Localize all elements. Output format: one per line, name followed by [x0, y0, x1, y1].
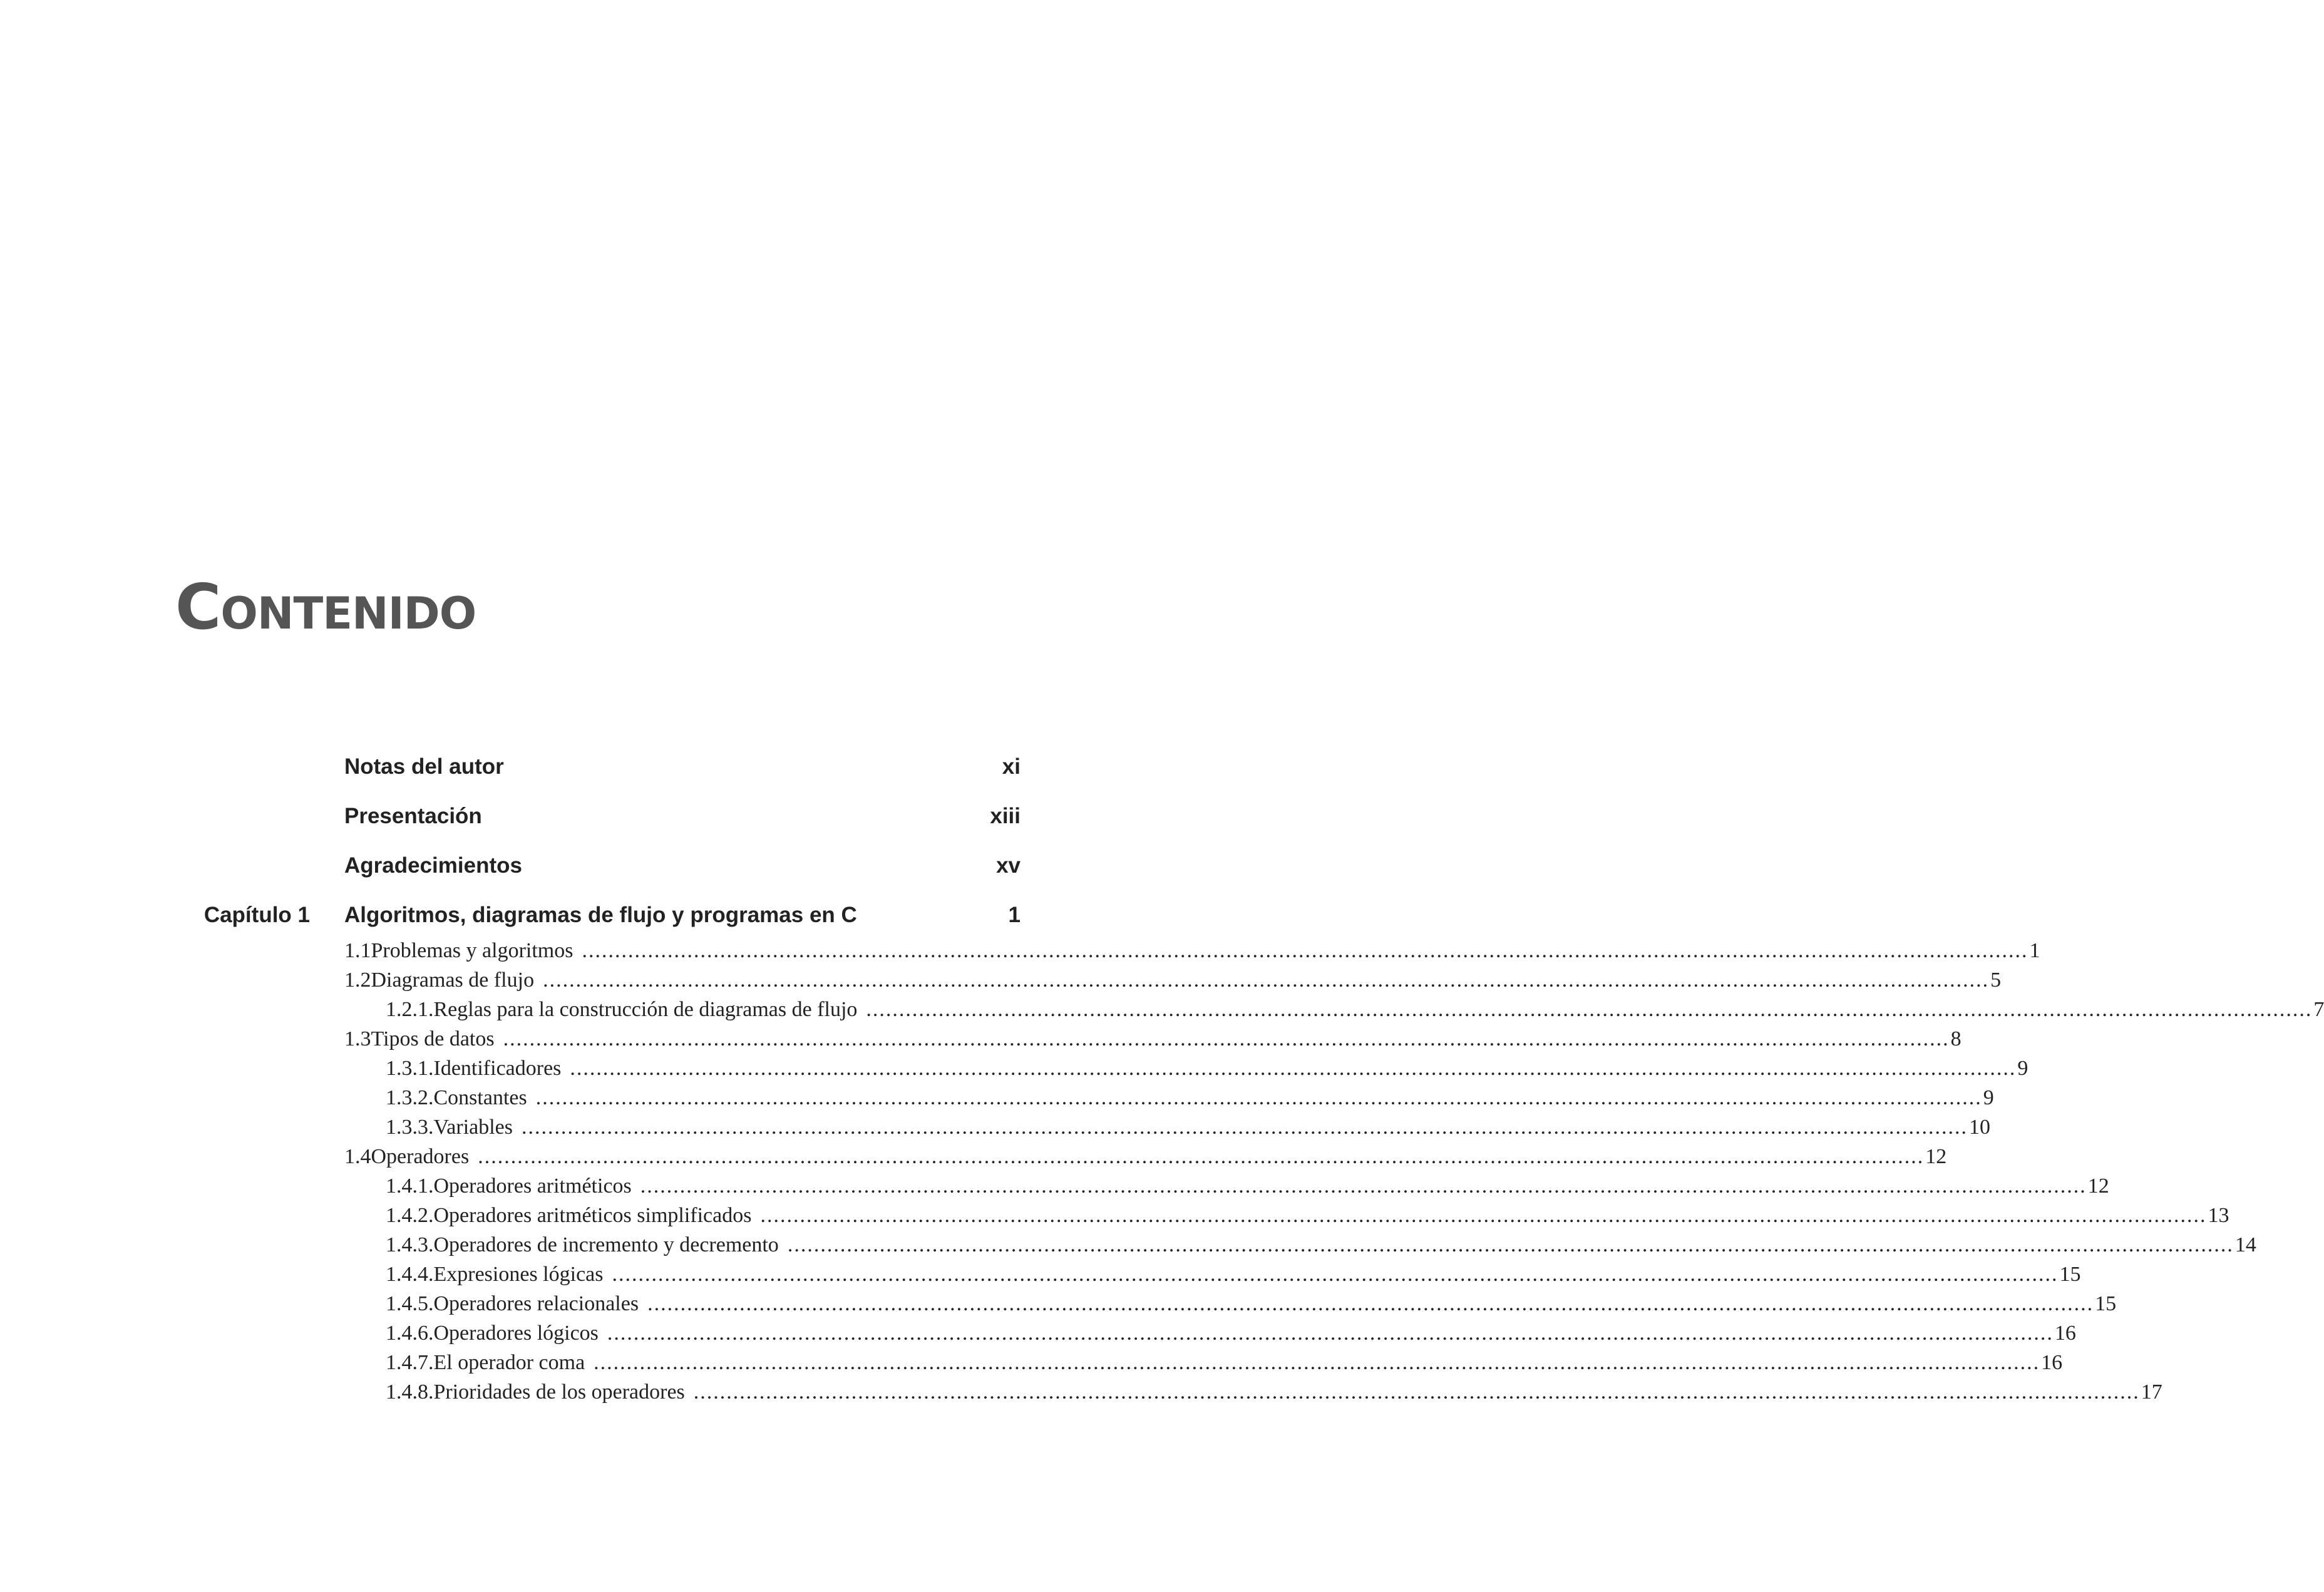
- dot-leader: ............................................................................................................................................................................................................................: [647, 1292, 2094, 1315]
- entry-title: Operadores aritméticos simplificados: [433, 1204, 752, 1227]
- toc-entry-1-4-5[interactable]: [386, 1292, 2117, 1321]
- entry-page: 12: [2087, 1174, 2109, 1198]
- entry-number: 1.3: [344, 1027, 371, 1050]
- toc-entry-1-3[interactable]: [344, 1027, 1962, 1056]
- entry-number: 1.3.2.: [386, 1086, 434, 1109]
- toc-entry-1-2[interactable]: [344, 968, 2002, 997]
- dot-leader: ............................................................................................................................................................................................................................: [543, 968, 1990, 992]
- page-title: Contenido: [175, 570, 476, 644]
- entry-title: Identificadores: [433, 1057, 562, 1080]
- toc-entry-1-3-3[interactable]: [386, 1116, 1991, 1144]
- chapter-title: Algoritmos, diagramas de flujo y programas en C: [344, 903, 857, 927]
- entry-number: 1.4: [344, 1145, 371, 1168]
- entry-title: Problemas y algoritmos: [371, 939, 573, 962]
- dot-leader: ............................................................................................................................................................................................................................: [522, 1116, 1968, 1139]
- toc-entry-1-4-7[interactable]: [386, 1351, 2063, 1380]
- toc-front-presentacion[interactable]: [213, 804, 1021, 839]
- dot-leader: ............................................................................................................................................................................................................................: [570, 1057, 2017, 1080]
- dot-leader: ............................................................................................................................................................................................................................: [535, 1086, 1982, 1109]
- entry-page: 5: [1990, 968, 2002, 992]
- entry-page: 14: [2234, 1233, 2256, 1256]
- entry-page: 17: [2141, 1380, 2162, 1404]
- toc-entry-1-3-2[interactable]: [386, 1086, 1994, 1115]
- entry-title: Operadores relacionales: [433, 1292, 639, 1315]
- dot-leader: ............................................................................................................................................................................................................................: [612, 1263, 2059, 1286]
- entry-title: Expresiones lógicas: [433, 1263, 604, 1286]
- entry-number: 1.2: [344, 968, 371, 992]
- toc-entry-1-4-3[interactable]: [386, 1233, 2256, 1262]
- entry-number: 1.4.4.: [386, 1263, 434, 1286]
- entry-page: 16: [2041, 1351, 2063, 1374]
- entry-title: El operador coma: [433, 1351, 585, 1374]
- toc-entry-1-3-1[interactable]: [386, 1057, 2028, 1086]
- toc-entry-1-4-4[interactable]: [386, 1263, 2081, 1292]
- entry-title: Operadores lógicos: [433, 1322, 599, 1345]
- toc-section-title: Notas del autor: [344, 754, 504, 779]
- dot-leader: ............................................................................................................................................................................................................................: [693, 1380, 2140, 1404]
- entry-page: 16: [2054, 1322, 2076, 1345]
- toc-entry-1-4-6[interactable]: [386, 1322, 2076, 1350]
- entry-number: 1.4.2.: [386, 1204, 434, 1227]
- toc-chapter-1[interactable]: [203, 903, 1021, 938]
- toc-entry-1-4-8[interactable]: [386, 1380, 2162, 1409]
- entry-page: 15: [2095, 1292, 2117, 1315]
- entry-page: 7: [2313, 998, 2324, 1021]
- entry-title: Tipos de datos: [371, 1027, 495, 1050]
- entry-number: 1.4.1.: [386, 1174, 434, 1198]
- toc-section-page: xv: [996, 853, 1021, 878]
- dot-leader: ............................................................................................................................................................................................................................: [503, 1027, 1950, 1050]
- entry-page: 15: [2059, 1263, 2081, 1286]
- dot-leader: ............................................................................................................................................................................................................................: [760, 1204, 2207, 1227]
- toc-front-agradecimientos[interactable]: [213, 853, 1021, 888]
- entry-page: 12: [1925, 1145, 1947, 1168]
- toc-section-page: xiii: [990, 804, 1021, 828]
- toc-section-title: Agradecimientos: [344, 853, 522, 878]
- entry-number: 1.4.6.: [386, 1322, 434, 1345]
- entry-title: Diagramas de flujo: [371, 968, 535, 992]
- entry-page: 8: [1950, 1027, 1962, 1050]
- dot-leader: ............................................................................................................................................................................................................................: [594, 1351, 2040, 1374]
- chapter-label: Capítulo 1: [203, 903, 310, 927]
- entry-title: Constantes: [433, 1086, 527, 1109]
- entry-title: Variables: [433, 1116, 513, 1139]
- dot-leader: ............................................................................................................................................................................................................................: [478, 1145, 1925, 1168]
- toc-section-title: Presentación: [344, 804, 482, 828]
- entry-number: 1.4.8.: [386, 1380, 434, 1404]
- dot-leader: ............................................................................................................................................................................................................................: [582, 939, 2028, 962]
- entry-number: 1.4.5.: [386, 1292, 434, 1315]
- entry-page: 9: [1983, 1086, 1994, 1109]
- chapter-page: 1: [1008, 903, 1021, 927]
- toc-section-page: xi: [1002, 754, 1021, 779]
- entry-number: 1.3.3.: [386, 1116, 434, 1139]
- entry-number: 1.3.1.: [386, 1057, 434, 1080]
- entry-number: 1.4.3.: [386, 1233, 434, 1256]
- entry-title: Prioridades de los operadores: [433, 1380, 685, 1404]
- entry-title: Operadores aritméticos: [433, 1174, 632, 1198]
- entry-page: 9: [2017, 1057, 2028, 1080]
- entry-number: 1.2.1.: [386, 998, 434, 1021]
- toc-entry-1-2-1[interactable]: [386, 998, 2324, 1027]
- entry-title: Operadores de incremento y decremento: [433, 1233, 779, 1256]
- entry-page: 1: [2029, 939, 2040, 962]
- dot-leader: ............................................................................................................................................................................................................................: [866, 998, 2313, 1021]
- dot-leader: ............................................................................................................................................................................................................................: [607, 1322, 2054, 1345]
- entry-number: 1.1: [344, 939, 371, 962]
- entry-title: Reglas para la construcción de diagramas de flujo: [433, 998, 858, 1021]
- toc-entry-1-4-1[interactable]: [386, 1174, 2109, 1203]
- entry-page: 13: [2208, 1204, 2229, 1227]
- toc-entry-1-1[interactable]: [344, 939, 2040, 968]
- toc-entry-1-4[interactable]: [344, 1145, 1947, 1174]
- toc-entry-1-4-2[interactable]: [386, 1204, 2229, 1233]
- toc-front-notas[interactable]: [213, 754, 1021, 789]
- entry-title: Operadores: [371, 1145, 470, 1168]
- entry-number: 1.4.7.: [386, 1351, 434, 1374]
- dot-leader: ............................................................................................................................................................................................................................: [787, 1233, 2234, 1256]
- entry-page: 10: [1969, 1116, 1991, 1139]
- dot-leader: ............................................................................................................................................................................................................................: [640, 1174, 2087, 1198]
